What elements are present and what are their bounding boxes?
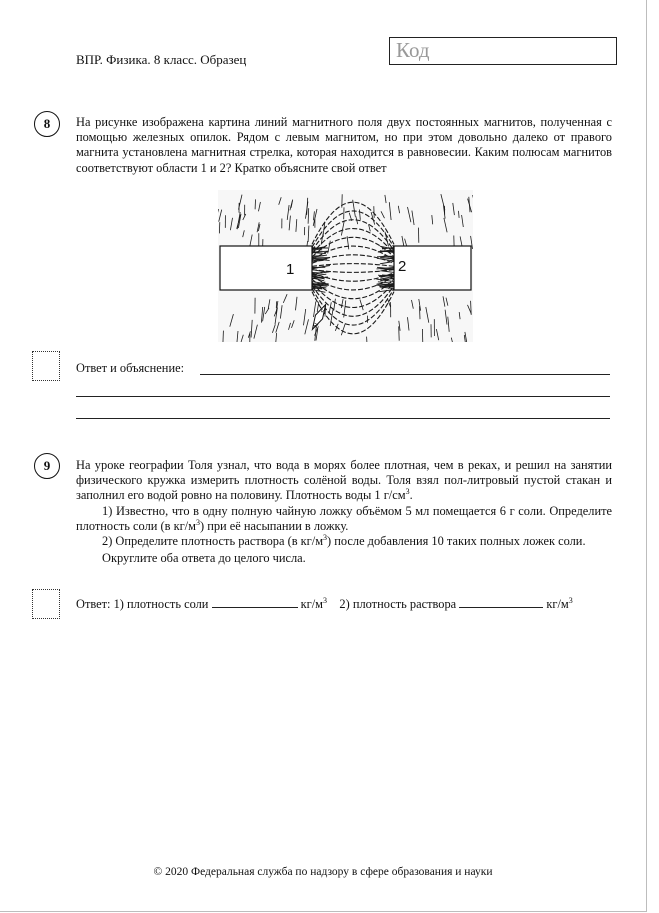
task-9-q2-start: 2) Определите плотность раствора (в кг/м — [102, 534, 324, 549]
solution-density-unit — [546, 597, 572, 611]
task-9-answer-row — [76, 597, 573, 612]
task-9-answer-label: Ответ: 1) плотность соли — [76, 597, 209, 611]
task-9-number: 9 — [34, 453, 60, 479]
task-9-q1-end: ) при её насыпании в ложку. — [199, 518, 349, 533]
region-1-label: 1 — [286, 261, 295, 278]
task-9-round-note: Округлите оба ответа до целого числа. — [102, 551, 306, 566]
task-8-answer-line-3[interactable] — [76, 418, 610, 419]
magnetic-field-figure — [218, 190, 473, 342]
unit-2-sup: 3 — [568, 595, 573, 605]
task-9-q2-sup: 3 — [323, 532, 328, 542]
needle-s-label: S — [320, 308, 328, 315]
task-9-intro — [76, 458, 612, 504]
task-8-text: На рисунке изображена картина линий магнитного поля двух постоянных магнитов, полученная с помощью железных опилок. Рядом с левым магнитом, но при этом довольно далеко от правого магнита установлена магнитная стрелка, которая находится в равновесии. Каким полюсам магнитов соответствуют области 1 и 2? Кратко объясните свой ответ — [76, 115, 612, 175]
task-9-intro-end: . — [409, 488, 413, 503]
salt-density-input[interactable] — [212, 597, 298, 608]
unit-1-text: кг/м — [300, 597, 324, 611]
task-8-answer-line-1[interactable] — [200, 374, 610, 375]
task-9-q1-sup: 3 — [195, 517, 200, 527]
task-8-answer-label: Ответ и объяснение: — [76, 361, 185, 375]
task-9-answer-label-2: 2) плотность раствора — [339, 597, 457, 611]
footer-copyright: © 2020 Федеральная служба по надзору в сфере образования и науки — [153, 866, 493, 878]
task-8-answer-box[interactable] — [32, 351, 60, 381]
task-9-intro-sup: 3 — [405, 487, 410, 497]
task-8-answer-line-2[interactable] — [76, 396, 610, 397]
unit-2-text: кг/м — [546, 597, 569, 611]
task-9-question-1 — [76, 504, 612, 534]
page-header-title: ВПР. Физика. 8 класс. Образец — [76, 52, 247, 67]
salt-density-unit — [301, 597, 327, 611]
solution-density-input[interactable] — [459, 597, 543, 608]
left-magnet — [220, 246, 312, 290]
region-2-label: 2 — [398, 258, 407, 275]
task-9-intro-text: На уроке географии Толя узнал, что вода в морях более плотная, чем в реках, и решил на занятии физического кружка измерить плотность солёной воды. Толя взял пол-литровый пустой стакан и заполнил его водой ровно на половину. Плотность воды 1 г/см — [76, 458, 612, 503]
task-8-number: 8 — [34, 111, 60, 137]
unit-1-sup: 3 — [323, 595, 328, 605]
task-9-q1-start: 1) Известно, что в одну полную чайную ложку объёмом 5 мл помещается 6 г соли. Определите плотность соли (в кг/м — [76, 503, 612, 533]
needle-n-label: N — [312, 322, 321, 330]
task-9-question-2 — [76, 534, 612, 549]
task-9-text — [76, 458, 612, 566]
code-field[interactable]: Код — [389, 37, 617, 65]
task-9-answer-box[interactable] — [32, 589, 60, 619]
task-9-q2-end: ) после добавления 10 таких полных ложек соли. — [327, 534, 586, 549]
